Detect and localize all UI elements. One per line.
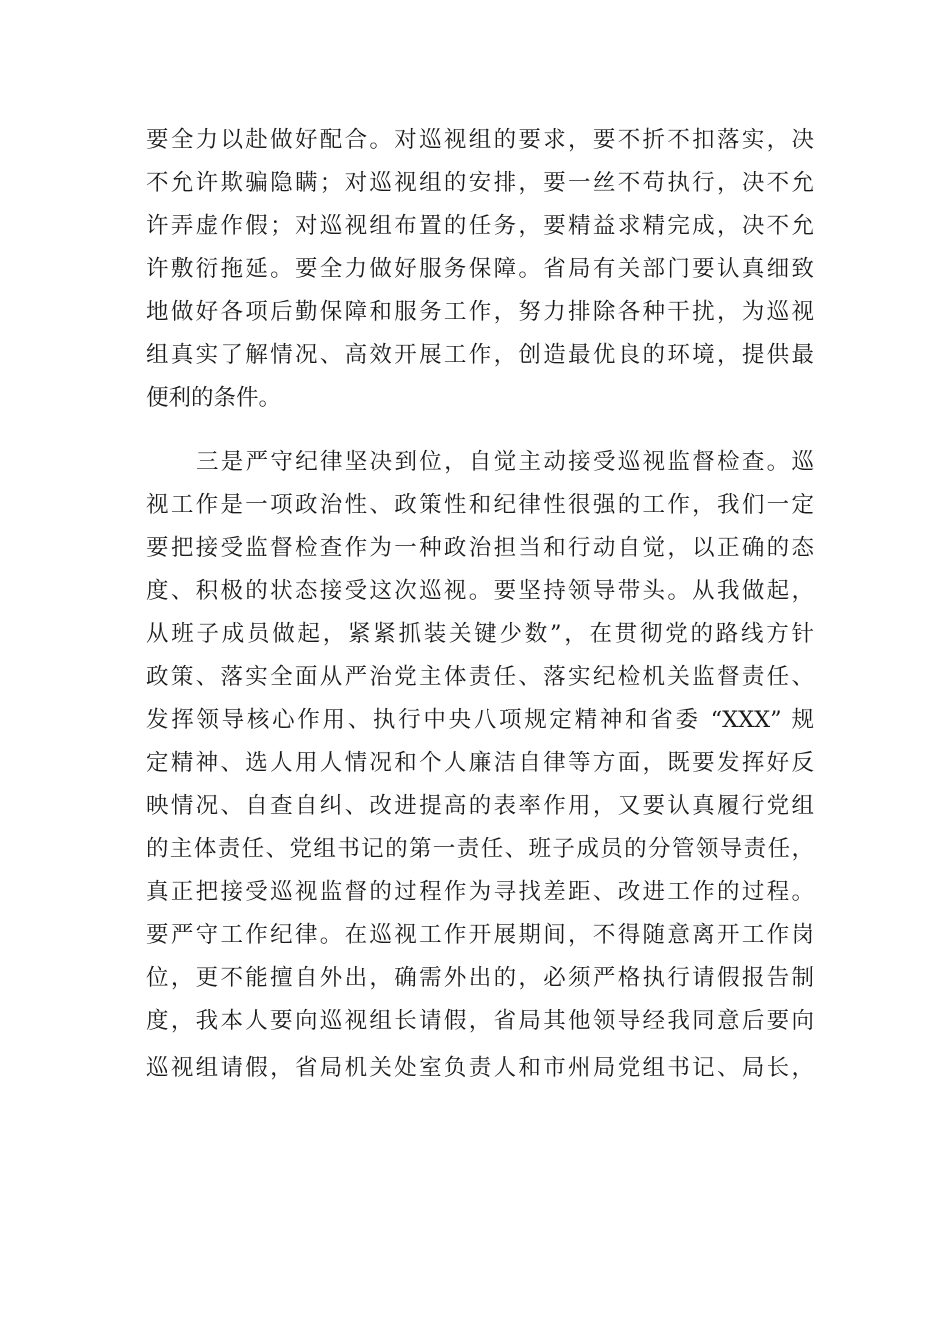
paragraph-2-line-2: 视工作是一项政治性、政策性和纪律性很强的工作，我们一定 [146, 492, 814, 518]
paragraph-2-line-15: 巡视组请假，省局机关处室负责人和市州局党组书记、局长， [146, 1055, 814, 1081]
paragraph-2-line-10: 的主体责任、党组书记的第一责任、班子成员的分管领导责任， [146, 836, 814, 862]
paragraph-1-line-1: 要全力以赴做好配合。对巡视组的要求，要不折不扣落实，决 [146, 127, 814, 153]
paragraph-2-line-1: 三是严守纪律坚决到位，自觉主动接受巡视监督检查。巡 [196, 449, 814, 475]
paragraph-2-line-4: 度、积极的状态接受这次巡视。要坚持领导带头。从我做起， [146, 578, 814, 604]
paragraph-2-line-12: 要严守工作纪律。在巡视工作开展期间，不得随意离开工作岗 [146, 922, 814, 948]
paragraph-1-line-5: 地做好各项后勤保障和服务工作，努力排除各种干扰，为巡视 [146, 299, 814, 325]
paragraph-1-line-3: 许弄虚作假；对巡视组布置的任务，要精益求精完成，决不允 [146, 213, 814, 239]
paragraph-2-line-11: 真正把接受巡视监督的过程作为寻找差距、改进工作的过程。 [146, 879, 814, 905]
paragraph-1-line-6: 组真实了解情况、高效开展工作，创造最优良的环境，提供最 [146, 342, 814, 368]
paragraph-2-line-14: 度，我本人要向巡视组长请假，省局其他领导经我同意后要向 [146, 1008, 814, 1034]
paragraph-1-line-2: 不允许欺骗隐瞒；对巡视组的安排，要一丝不苟执行，决不允 [146, 170, 814, 196]
paragraph-2-line-9: 映情况、自查自纠、改进提高的表率作用，又要认真履行党组 [146, 793, 814, 819]
paragraph-2-line-8: 定精神、选人用人情况和个人廉洁自律等方面，既要发挥好反 [146, 750, 814, 776]
paragraph-1-line-4: 许敷衍拖延。要全力做好服务保障。省局有关部门要认真细致 [146, 256, 814, 282]
paragraph-2-line-5: 从班子成员做起，紧紧抓装关键少数”，在贯彻党的路线方针 [146, 621, 814, 647]
paragraph-2-line-13: 位，更不能擅自外出，确需外出的，必须严格执行请假报告制 [146, 965, 814, 991]
paragraph-2-line-6: 政策、落实全面从严治党主体责任、落实纪检机关监督责任、 [146, 664, 814, 690]
paragraph-2-line-3: 要把接受监督检查作为一种政治担当和行动自觉，以正确的态 [146, 535, 814, 561]
paragraph-2-line-7: 发挥领导核心作用、执行中央八项规定精神和省委 “XXX” 规 [146, 707, 814, 733]
paragraph-1-line-7: 便利的条件。 [146, 385, 282, 411]
